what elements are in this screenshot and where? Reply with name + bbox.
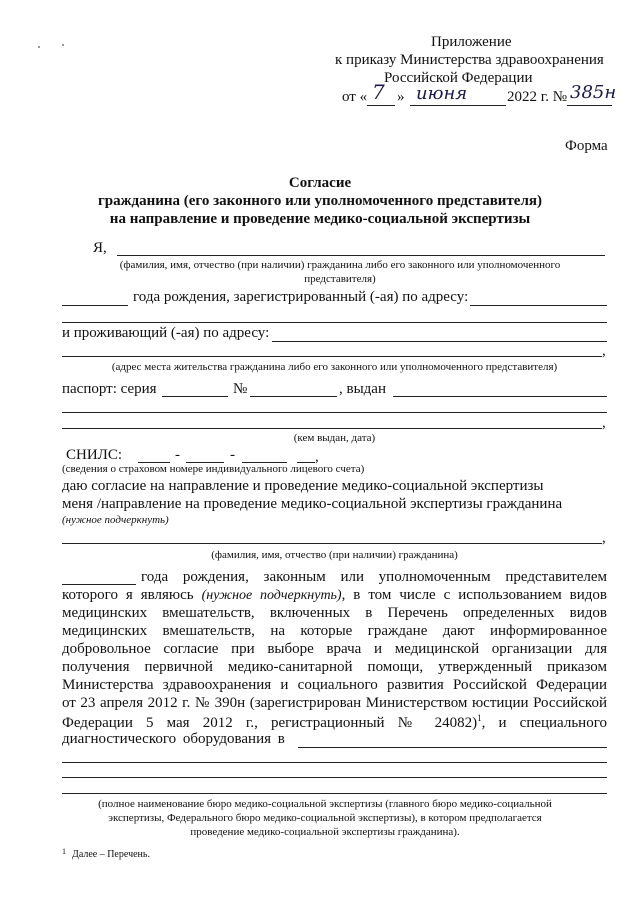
- paragraph-line-7: Министерства здравоохранения и социального развития Российской Федерации: [62, 677, 607, 693]
- bureau-hint-2: экспертизы, Федерального бюро медико-социальной экспертизы), в котором предполагается: [108, 812, 542, 824]
- scan-speck: [38, 46, 40, 48]
- paragraph-line-10: диагностического оборудования в: [62, 731, 285, 747]
- consent-line-1: даю согласие на направление и проведение медико-социальной экспертизы: [62, 478, 544, 494]
- passport-issued-field-3[interactable]: [62, 428, 602, 429]
- form-label: Форма: [565, 138, 608, 154]
- living-address-field[interactable]: [272, 341, 607, 342]
- comma: ,: [602, 530, 606, 546]
- fio-hint-2: представителя): [304, 273, 376, 285]
- date-month: июня: [416, 83, 468, 104]
- snils-dash: -: [230, 447, 235, 463]
- doc-subtitle-2: на направление и проведение медико-социальной экспертизы: [109, 211, 531, 227]
- paragraph-text: Федерации 5 мая 2012 г., регистрационный № 24082): [62, 715, 478, 731]
- bureau-hint-1: (полное наименование бюро медико-социальной экспертизы (главного бюро медико-социальной: [98, 798, 552, 810]
- snils-dash: -: [175, 447, 180, 463]
- paragraph-line-9: [62, 713, 607, 732]
- citizen-hint: (фамилия, имя, отчество (при наличии) гражданина): [211, 549, 458, 561]
- paragraph-line-3: медицинских вмешательств, включенных в Перечень определенных видов: [62, 605, 607, 621]
- paragraph-line-8: от 23 апреля 2012 г. № 390н (зарегистрирован Министерством юстиции Российской: [62, 695, 607, 711]
- date-day: 7: [372, 80, 385, 104]
- date-prefix: от «: [342, 89, 368, 105]
- date-day-underline: [367, 105, 395, 106]
- paragraph-line-4: медицинских вмешательств, на которые граждане дают информированное: [62, 623, 607, 639]
- consent-line-2: меня /направление на проведение медико-социальной экспертизы гражданина: [62, 496, 563, 512]
- paragraph-line-6: получения первичной медико-санитарной помощи, утвержденный приказом: [62, 659, 607, 675]
- passport-series-label: паспорт: серия: [62, 381, 157, 397]
- snils-hint: (сведения о страховом номере индивидуального лицевого счета): [62, 463, 365, 475]
- citizen-name-field[interactable]: [62, 543, 602, 544]
- doc-title: Согласие: [288, 175, 352, 191]
- bureau-name-field-4[interactable]: [62, 793, 607, 794]
- appendix-label: Приложение: [431, 34, 512, 50]
- bureau-name-field-3[interactable]: [62, 777, 607, 778]
- paragraph-line-1: года рождения, законным или уполномоченным представителем: [141, 569, 607, 585]
- applicant-name-field[interactable]: [117, 255, 605, 256]
- passport-number-label: №: [233, 381, 248, 397]
- ya-label: Я,: [93, 240, 107, 256]
- bureau-name-field[interactable]: [298, 747, 607, 748]
- underline-hint-inline: (нужное подчеркнуть): [201, 588, 342, 603]
- comma: ,: [602, 343, 606, 359]
- registration-address-field-2[interactable]: [62, 322, 607, 323]
- date-month-underline: [410, 105, 506, 106]
- federation-label: Российской Федерации: [384, 70, 533, 86]
- bureau-name-field-2[interactable]: [62, 762, 607, 763]
- issued-hint: (кем выдан, дата): [293, 432, 376, 444]
- living-address-field-2[interactable]: [62, 356, 602, 357]
- passport-issued-field-2[interactable]: [62, 412, 607, 413]
- footnote-text: Далее – Перечень.: [72, 849, 150, 860]
- paragraph-line-2: [62, 587, 607, 604]
- passport-issued-field[interactable]: [393, 396, 607, 397]
- passport-series-field[interactable]: [162, 396, 228, 397]
- registration-address-field[interactable]: [470, 305, 607, 306]
- date-suffix: 2022 г. №: [507, 89, 568, 105]
- citizen-birth-year-field[interactable]: [62, 584, 136, 585]
- paragraph-line-5: добровольное согласие при выборе врача и медицинской организации для: [62, 641, 607, 657]
- order-number-underline: [567, 105, 612, 106]
- passport-number-field[interactable]: [250, 396, 337, 397]
- paragraph-text: которого я являюсь: [62, 587, 194, 603]
- paragraph-text: , в том числе с использованием видов: [341, 587, 607, 603]
- birth-reg-label: года рождения, зарегистрированный (-ая) по адресу:: [133, 289, 469, 305]
- address-hint: (адрес места жительства гражданина либо его законного или уполномоченного представителя): [111, 361, 558, 373]
- fio-hint-1: (фамилия, имя, отчество (при наличии) гражданина либо его законного или уполномоченного: [119, 259, 561, 271]
- order-reference: к приказу Министерства здравоохранения: [335, 52, 604, 68]
- date-mid: »: [397, 89, 405, 105]
- passport-issued-label: , выдан: [339, 381, 386, 397]
- comma: ,: [315, 449, 319, 465]
- birth-year-field[interactable]: [62, 305, 128, 306]
- doc-subtitle-1: гражданина (его законного или уполномоченного представителя): [97, 193, 542, 209]
- footnote-ref: 1: [477, 713, 482, 723]
- snils-label: СНИЛС:: [66, 447, 123, 463]
- underline-hint: (нужное подчеркнуть): [62, 514, 169, 526]
- comma: ,: [602, 415, 606, 431]
- order-number: 385н: [570, 82, 617, 103]
- footnote-mark: 1: [62, 847, 66, 856]
- living-label: и проживающий (-ая) по адресу:: [62, 325, 270, 341]
- bureau-hint-3: проведение медико-социальной экспертизы гражданина).: [190, 826, 460, 838]
- paragraph-text: , и специального: [481, 715, 607, 731]
- scan-speck: [62, 44, 64, 46]
